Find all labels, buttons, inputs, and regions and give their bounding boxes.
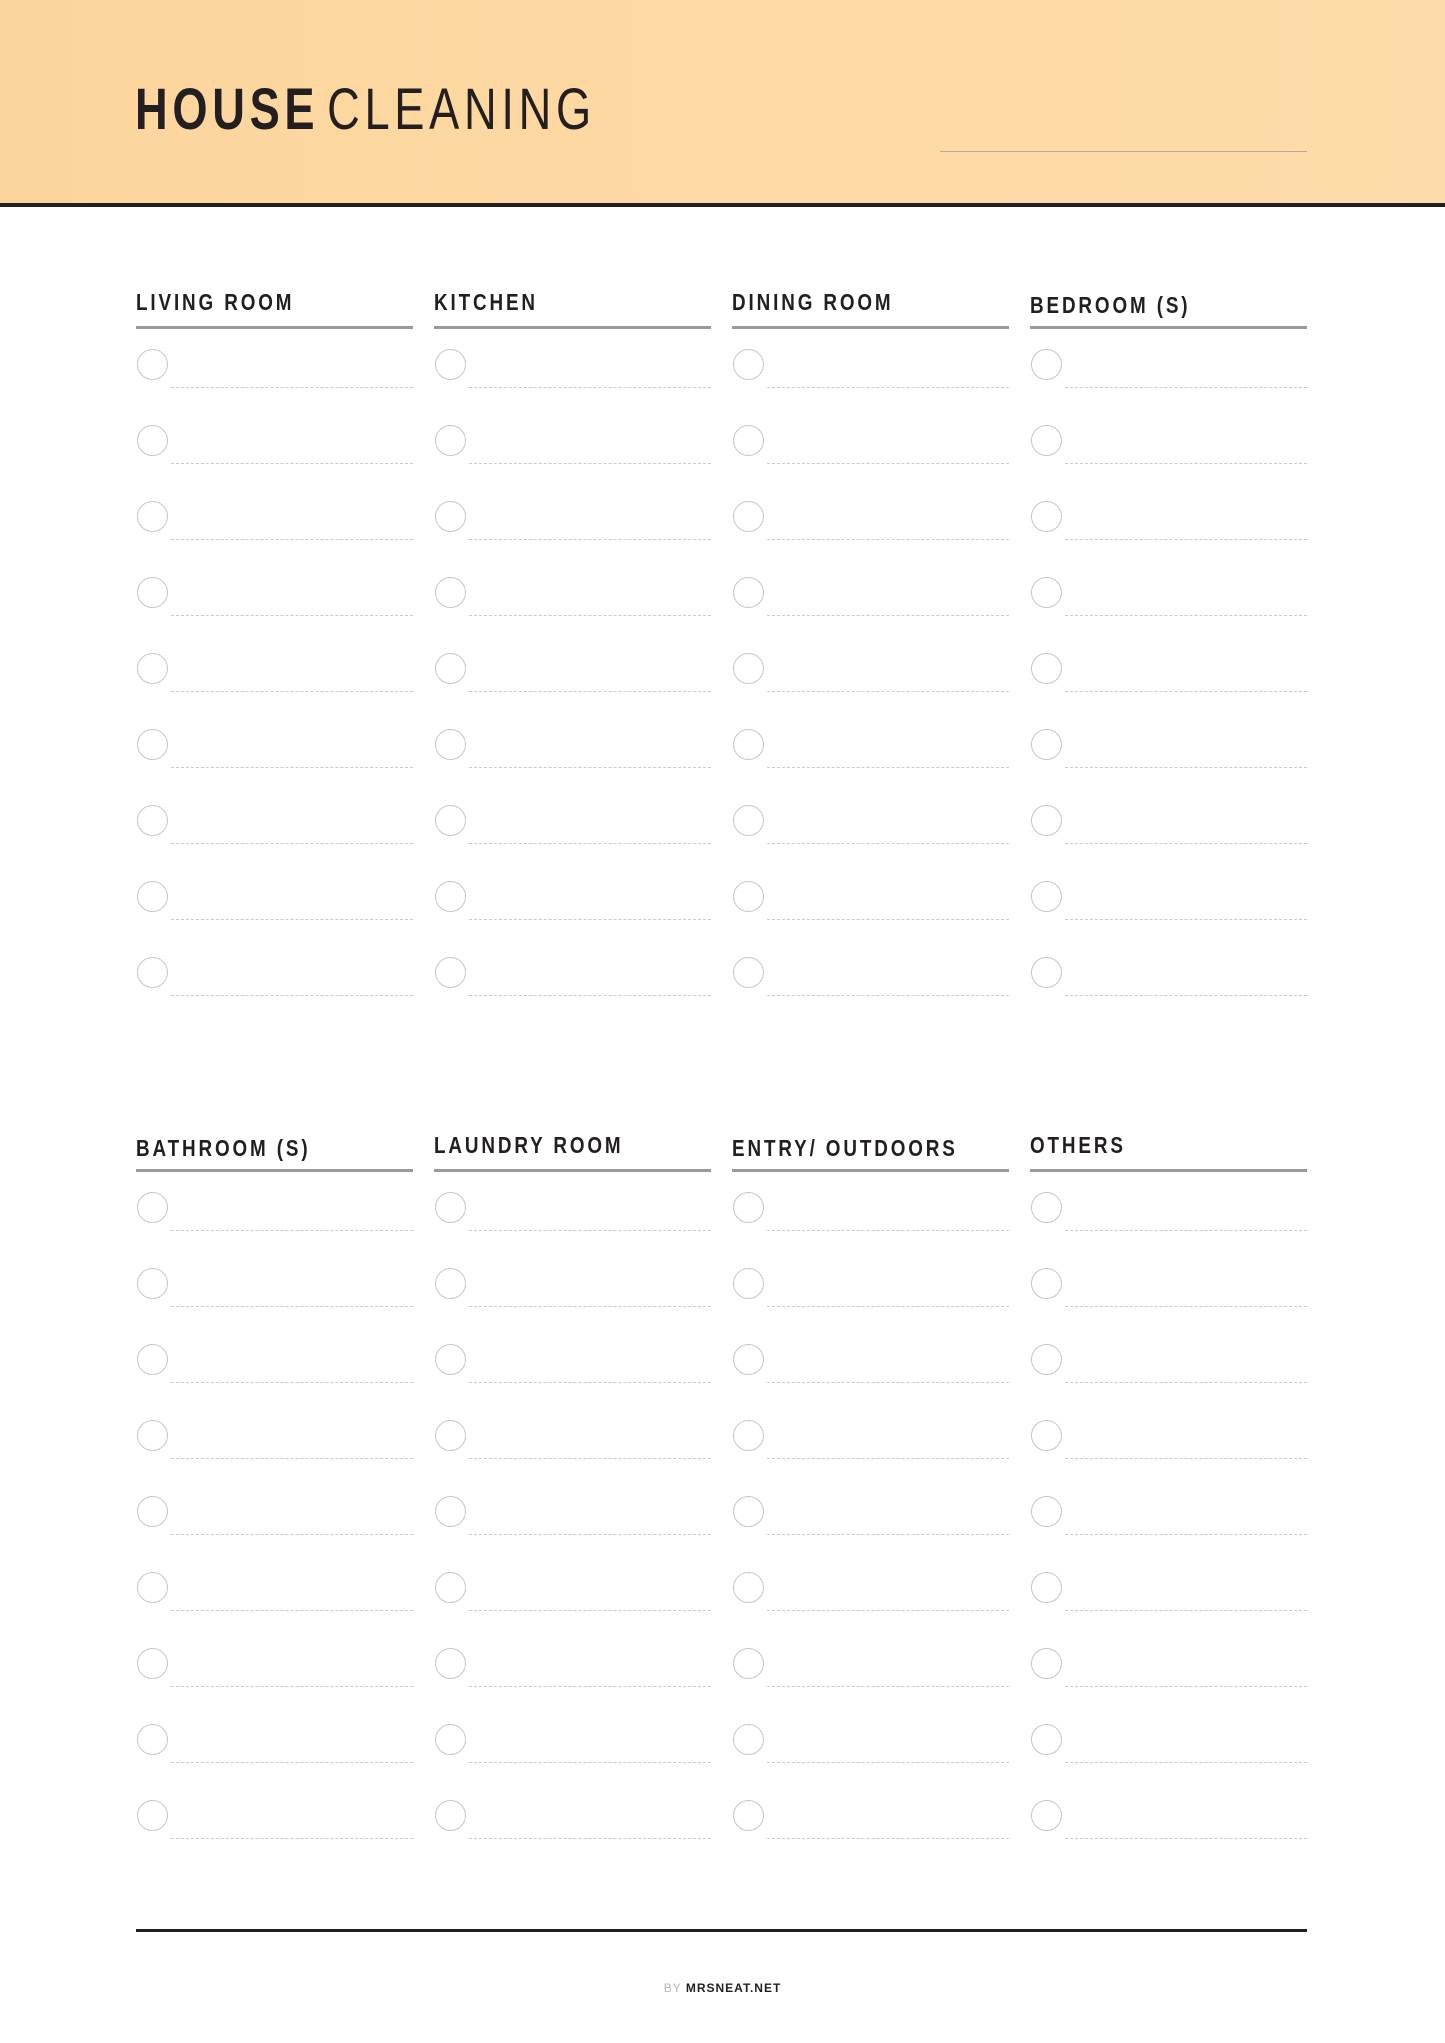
checkbox-circle-icon[interactable]: [137, 1648, 168, 1679]
task-input-line[interactable]: [767, 843, 1009, 844]
task-input-line[interactable]: [1065, 1762, 1307, 1763]
checkbox-circle-icon[interactable]: [435, 501, 466, 532]
room-title-underline: [434, 1169, 711, 1172]
task-row: [1030, 1192, 1307, 1268]
checkbox-circle-icon[interactable]: [733, 729, 764, 760]
checkbox-circle-icon[interactable]: [1031, 1496, 1062, 1527]
task-row: [434, 957, 711, 1033]
task-input-line[interactable]: [469, 691, 711, 692]
checkbox-circle-icon[interactable]: [1031, 1648, 1062, 1679]
task-row: [1030, 425, 1307, 501]
task-row: [136, 1648, 413, 1724]
room-title-underline: [1030, 1169, 1307, 1172]
task-input-line[interactable]: [1065, 1610, 1307, 1611]
room-title-underline: [1030, 326, 1307, 329]
task-input-line[interactable]: [767, 767, 1009, 768]
checkbox-circle-icon[interactable]: [435, 577, 466, 608]
checkbox-circle-icon[interactable]: [733, 653, 764, 684]
task-row: [1030, 805, 1307, 881]
room-title-underline: [434, 326, 711, 329]
page-title: [135, 78, 596, 142]
task-input-line[interactable]: [767, 919, 1009, 920]
task-row: [732, 1800, 1009, 1876]
task-input-line[interactable]: [1065, 691, 1307, 692]
task-input-line[interactable]: [1065, 1306, 1307, 1307]
task-input-line[interactable]: [767, 615, 1009, 616]
task-row: [732, 653, 1009, 729]
room-title: LAUNDRY ROOM: [434, 1132, 624, 1158]
task-input-line[interactable]: [1065, 463, 1307, 464]
checkbox-circle-icon[interactable]: [435, 1344, 466, 1375]
title-bold: HOUSE: [135, 77, 320, 142]
task-row: [732, 1496, 1009, 1572]
task-input-line[interactable]: [171, 995, 413, 996]
task-input-line[interactable]: [1065, 767, 1307, 768]
task-row: [136, 729, 413, 805]
task-input-line[interactable]: [469, 1838, 711, 1839]
task-row: [1030, 1800, 1307, 1876]
checkbox-circle-icon[interactable]: [733, 425, 764, 456]
room-title-underline: [732, 326, 1009, 329]
task-input-line[interactable]: [469, 1534, 711, 1535]
task-input-line[interactable]: [1065, 1382, 1307, 1383]
task-row: [434, 1800, 711, 1876]
task-row: [732, 1344, 1009, 1420]
task-input-line[interactable]: [1065, 539, 1307, 540]
task-row: [434, 1344, 711, 1420]
checkbox-circle-icon[interactable]: [435, 1268, 466, 1299]
checkbox-circle-icon[interactable]: [435, 881, 466, 912]
task-input-line[interactable]: [469, 843, 711, 844]
task-input-line[interactable]: [469, 1382, 711, 1383]
checkbox-circle-icon[interactable]: [435, 1648, 466, 1679]
task-input-line[interactable]: [469, 1230, 711, 1231]
room-title-underline: [136, 1169, 413, 1172]
checkbox-circle-icon[interactable]: [1031, 881, 1062, 912]
task-row: [1030, 1724, 1307, 1800]
checkbox-circle-icon[interactable]: [1031, 1800, 1062, 1831]
task-row: [136, 1496, 413, 1572]
task-input-line[interactable]: [469, 1686, 711, 1687]
task-row: [732, 577, 1009, 653]
task-row: [1030, 957, 1307, 1033]
task-row: [732, 729, 1009, 805]
checkbox-circle-icon[interactable]: [733, 1724, 764, 1755]
task-input-line[interactable]: [767, 1230, 1009, 1231]
task-row: [434, 1192, 711, 1268]
task-input-line[interactable]: [469, 539, 711, 540]
task-input-line[interactable]: [469, 1610, 711, 1611]
task-row: [434, 653, 711, 729]
task-input-line[interactable]: [469, 767, 711, 768]
checkbox-circle-icon[interactable]: [435, 425, 466, 456]
task-row: [732, 805, 1009, 881]
header-divider: [0, 203, 1445, 207]
task-row: [434, 1420, 711, 1496]
checkbox-circle-icon[interactable]: [435, 957, 466, 988]
task-input-line[interactable]: [469, 615, 711, 616]
task-row: [434, 1724, 711, 1800]
checkbox-circle-icon[interactable]: [733, 1344, 764, 1375]
task-row: [732, 1192, 1009, 1268]
room-title: OTHERS: [1030, 1132, 1126, 1158]
task-row: [732, 501, 1009, 577]
task-row: [434, 425, 711, 501]
checkbox-circle-icon[interactable]: [733, 349, 764, 380]
task-input-line[interactable]: [171, 1382, 413, 1383]
checkbox-circle-icon[interactable]: [1031, 501, 1062, 532]
checkbox-circle-icon[interactable]: [137, 1800, 168, 1831]
task-row: [136, 349, 413, 425]
task-input-line[interactable]: [469, 919, 711, 920]
checkbox-circle-icon[interactable]: [137, 1724, 168, 1755]
task-row: [732, 349, 1009, 425]
room-title: DINING ROOM: [732, 289, 894, 315]
task-input-line[interactable]: [171, 615, 413, 616]
task-row: [732, 881, 1009, 957]
checkbox-circle-icon[interactable]: [137, 501, 168, 532]
task-row: [136, 957, 413, 1033]
task-input-line[interactable]: [469, 463, 711, 464]
task-input-line[interactable]: [171, 1838, 413, 1839]
checkbox-circle-icon[interactable]: [733, 1192, 764, 1223]
task-input-line[interactable]: [171, 1686, 413, 1687]
checkbox-circle-icon[interactable]: [733, 1572, 764, 1603]
checkbox-circle-icon[interactable]: [137, 349, 168, 380]
task-row: [136, 1268, 413, 1344]
task-input-line[interactable]: [767, 1686, 1009, 1687]
task-input-line[interactable]: [1065, 919, 1307, 920]
checkbox-circle-icon[interactable]: [435, 1800, 466, 1831]
task-row: [1030, 1420, 1307, 1496]
task-row: [136, 1800, 413, 1876]
task-input-line[interactable]: [171, 691, 413, 692]
task-input-line[interactable]: [171, 1610, 413, 1611]
checkbox-circle-icon[interactable]: [137, 1344, 168, 1375]
task-input-line[interactable]: [767, 1610, 1009, 1611]
room-title-underline: [732, 1169, 1009, 1172]
room-title: ENTRY/ OUTDOORS: [732, 1135, 958, 1161]
task-row: [136, 1192, 413, 1268]
checkbox-circle-icon[interactable]: [435, 1724, 466, 1755]
checkbox-circle-icon[interactable]: [137, 1268, 168, 1299]
task-input-line[interactable]: [171, 1762, 413, 1763]
checkbox-circle-icon[interactable]: [733, 1420, 764, 1451]
footer-brand: MRSNEAT.NET: [685, 1981, 782, 1995]
task-row: [434, 1496, 711, 1572]
task-row: [1030, 1648, 1307, 1724]
task-row: [136, 577, 413, 653]
task-input-line[interactable]: [767, 1762, 1009, 1763]
task-input-line[interactable]: [469, 1458, 711, 1459]
checkbox-circle-icon[interactable]: [1031, 729, 1062, 760]
task-row: [434, 577, 711, 653]
room-title: BATHROOM (S): [136, 1135, 311, 1161]
task-row: [434, 1572, 711, 1648]
footer-by: BY: [663, 1981, 682, 1995]
checkbox-circle-icon[interactable]: [733, 1648, 764, 1679]
task-input-line[interactable]: [767, 463, 1009, 464]
task-input-line[interactable]: [767, 995, 1009, 996]
checkbox-circle-icon[interactable]: [1031, 957, 1062, 988]
task-row: [136, 881, 413, 957]
checkbox-circle-icon[interactable]: [137, 1192, 168, 1223]
task-row: [434, 729, 711, 805]
task-row: [136, 1572, 413, 1648]
checkbox-circle-icon[interactable]: [137, 881, 168, 912]
task-input-line[interactable]: [469, 1306, 711, 1307]
checkbox-circle-icon[interactable]: [733, 957, 764, 988]
checkbox-circle-icon[interactable]: [137, 653, 168, 684]
task-input-line[interactable]: [767, 1838, 1009, 1839]
checkbox-circle-icon[interactable]: [435, 349, 466, 380]
checkbox-circle-icon[interactable]: [137, 729, 168, 760]
task-input-line[interactable]: [1065, 843, 1307, 844]
room-title: LIVING ROOM: [136, 289, 295, 315]
task-input-line[interactable]: [1065, 387, 1307, 388]
checkbox-circle-icon[interactable]: [137, 805, 168, 836]
task-row: [1030, 653, 1307, 729]
task-row: [136, 425, 413, 501]
checkbox-circle-icon[interactable]: [1031, 653, 1062, 684]
task-row: [136, 501, 413, 577]
checkbox-circle-icon[interactable]: [1031, 1572, 1062, 1603]
task-input-line[interactable]: [171, 463, 413, 464]
task-input-line[interactable]: [171, 387, 413, 388]
checkbox-circle-icon[interactable]: [1031, 1420, 1062, 1451]
checkbox-circle-icon[interactable]: [137, 1496, 168, 1527]
task-input-line[interactable]: [1065, 615, 1307, 616]
task-input-line[interactable]: [1065, 995, 1307, 996]
task-input-line[interactable]: [171, 539, 413, 540]
task-input-line[interactable]: [767, 539, 1009, 540]
checkbox-circle-icon[interactable]: [733, 881, 764, 912]
task-input-line[interactable]: [171, 1458, 413, 1459]
task-input-line[interactable]: [171, 1534, 413, 1535]
room-title: BEDROOM (S): [1030, 292, 1191, 318]
footer-credit: [0, 1980, 1445, 1996]
checkbox-circle-icon[interactable]: [435, 805, 466, 836]
task-row: [1030, 1268, 1307, 1344]
checkbox-circle-icon[interactable]: [733, 577, 764, 608]
checkbox-circle-icon[interactable]: [1031, 1344, 1062, 1375]
checkbox-circle-icon[interactable]: [137, 577, 168, 608]
checkbox-circle-icon[interactable]: [733, 1800, 764, 1831]
checkbox-circle-icon[interactable]: [137, 425, 168, 456]
task-row: [732, 1420, 1009, 1496]
task-row: [1030, 577, 1307, 653]
task-row: [732, 1268, 1009, 1344]
checkbox-circle-icon[interactable]: [733, 501, 764, 532]
checkbox-circle-icon[interactable]: [733, 1268, 764, 1299]
checkbox-circle-icon[interactable]: [137, 957, 168, 988]
room-title-underline: [136, 326, 413, 329]
task-row: [136, 1724, 413, 1800]
task-input-line[interactable]: [171, 767, 413, 768]
task-row: [136, 1420, 413, 1496]
task-input-line[interactable]: [1065, 1534, 1307, 1535]
task-input-line[interactable]: [171, 1306, 413, 1307]
checkbox-circle-icon[interactable]: [1031, 805, 1062, 836]
checkbox-circle-icon[interactable]: [435, 1192, 466, 1223]
task-input-line[interactable]: [469, 387, 711, 388]
checkbox-circle-icon[interactable]: [1031, 1192, 1062, 1223]
task-input-line[interactable]: [1065, 1686, 1307, 1687]
task-input-line[interactable]: [767, 1306, 1009, 1307]
task-row: [136, 653, 413, 729]
task-input-line[interactable]: [767, 387, 1009, 388]
task-input-line[interactable]: [767, 1458, 1009, 1459]
task-row: [1030, 729, 1307, 805]
checkbox-circle-icon[interactable]: [1031, 1268, 1062, 1299]
checkbox-circle-icon[interactable]: [1031, 425, 1062, 456]
task-input-line[interactable]: [1065, 1230, 1307, 1231]
task-row: [434, 501, 711, 577]
task-input-line[interactable]: [171, 843, 413, 844]
title-light: CLEANING: [327, 77, 596, 142]
task-input-line[interactable]: [1065, 1458, 1307, 1459]
task-row: [1030, 1496, 1307, 1572]
task-input-line[interactable]: [171, 919, 413, 920]
task-row: [434, 805, 711, 881]
checkbox-circle-icon[interactable]: [435, 653, 466, 684]
checkbox-circle-icon[interactable]: [137, 1420, 168, 1451]
checkbox-circle-icon[interactable]: [137, 1572, 168, 1603]
task-input-line[interactable]: [171, 1230, 413, 1231]
task-row: [434, 1648, 711, 1724]
footer-divider: [136, 1929, 1307, 1932]
task-row: [136, 805, 413, 881]
task-input-line[interactable]: [469, 995, 711, 996]
task-row: [732, 425, 1009, 501]
task-row: [732, 957, 1009, 1033]
task-input-line[interactable]: [767, 1534, 1009, 1535]
checkbox-circle-icon[interactable]: [733, 805, 764, 836]
task-row: [732, 1648, 1009, 1724]
checkbox-circle-icon[interactable]: [1031, 1724, 1062, 1755]
task-input-line[interactable]: [767, 691, 1009, 692]
task-input-line[interactable]: [1065, 1838, 1307, 1839]
name-field-line[interactable]: [940, 151, 1307, 152]
page-header: [0, 0, 1445, 203]
checkbox-circle-icon[interactable]: [1031, 349, 1062, 380]
task-row: [1030, 1344, 1307, 1420]
checkbox-circle-icon[interactable]: [435, 1572, 466, 1603]
task-row: [1030, 349, 1307, 425]
task-input-line[interactable]: [469, 1762, 711, 1763]
task-row: [434, 1268, 711, 1344]
room-title: KITCHEN: [434, 289, 538, 315]
task-row: [1030, 881, 1307, 957]
task-row: [732, 1724, 1009, 1800]
checkbox-circle-icon[interactable]: [733, 1496, 764, 1527]
task-row: [434, 349, 711, 425]
task-row: [136, 1344, 413, 1420]
task-row: [434, 881, 711, 957]
checkbox-circle-icon[interactable]: [435, 1420, 466, 1451]
checkbox-circle-icon[interactable]: [435, 729, 466, 760]
task-input-line[interactable]: [767, 1382, 1009, 1383]
checkbox-circle-icon[interactable]: [435, 1496, 466, 1527]
checkbox-circle-icon[interactable]: [1031, 577, 1062, 608]
task-row: [732, 1572, 1009, 1648]
task-row: [1030, 501, 1307, 577]
task-row: [1030, 1572, 1307, 1648]
